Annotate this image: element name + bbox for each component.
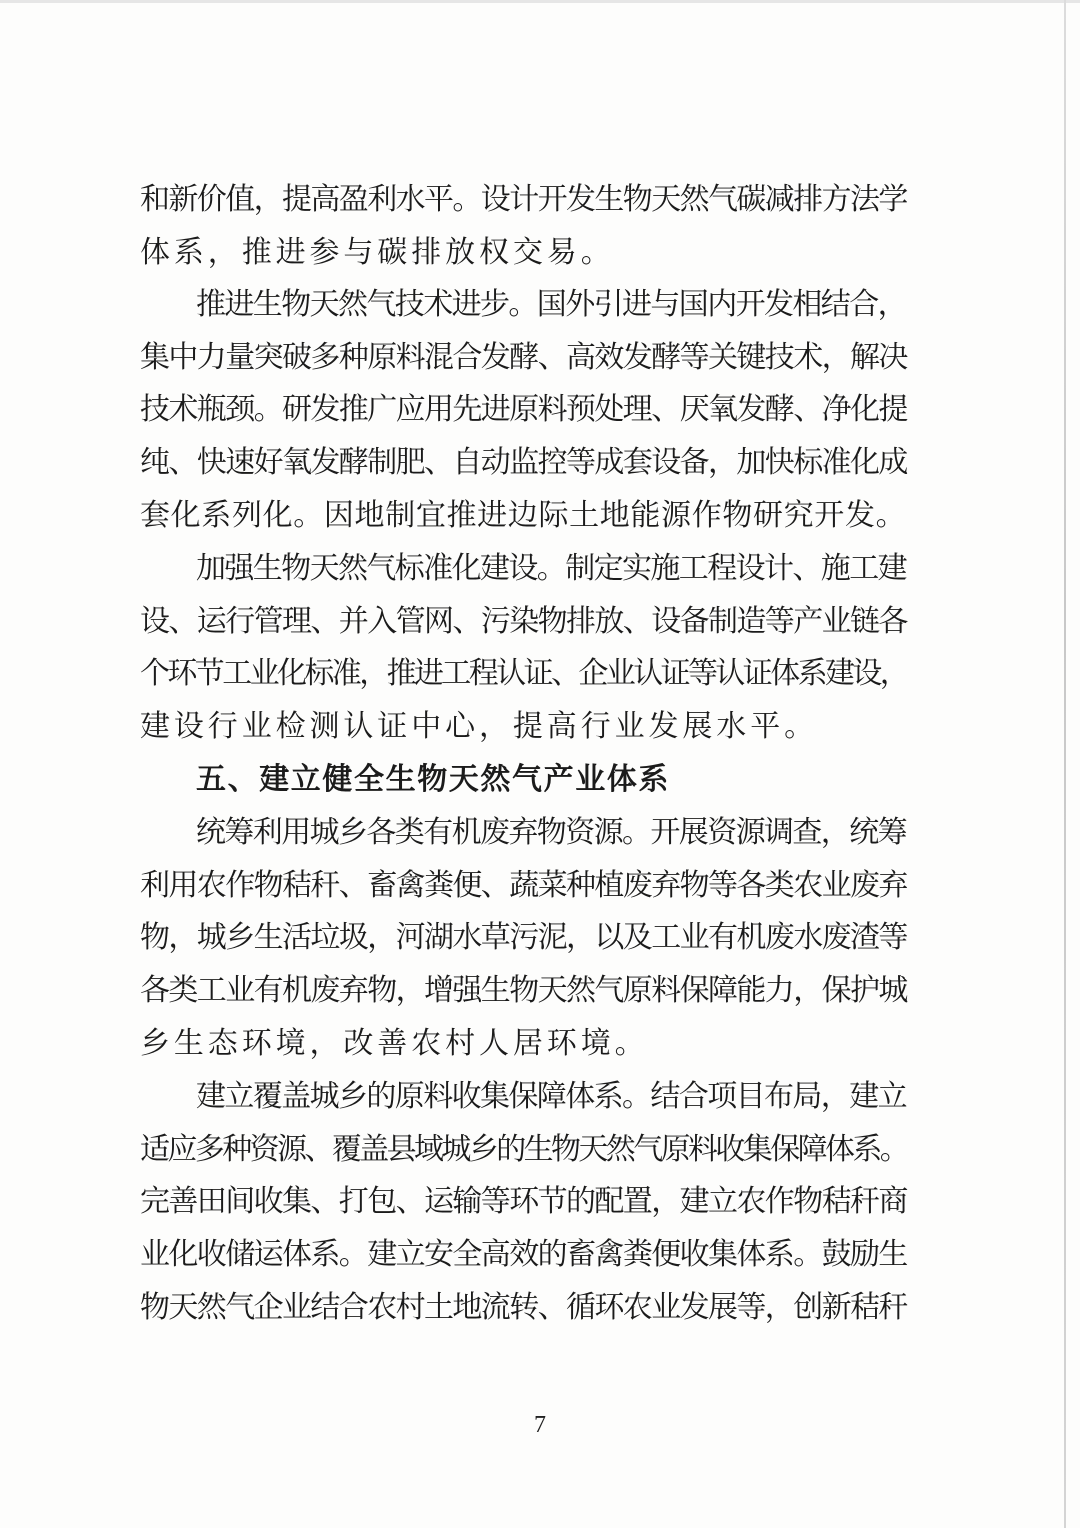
text-line: 适应多种资源、覆盖县域城乡的生物天然气原料收集保障体系。 [140,1132,908,1167]
paragraph-lead-line: 统筹利用城乡各类有机废弃物资源。开展资源调查，统筹 [196,815,906,850]
page-number: 7 [534,1412,546,1438]
paragraph-lead-line: 加强生物天然气标准化建设。制定实施工程设计、施工建 [196,551,906,586]
text-line: 个环节工业化标准，推进工程认证、企业认证等认证体系建设， [140,656,908,691]
text-line: 各类工业有机废弃物，增强生物天然气原料保障能力，保护城 [140,973,907,1008]
text-line: 技术瓶颈。研发推广应用先进原料预处理、厌氧发酵、净化提 [140,392,907,427]
text-line: 套化系列化。因地制宜推进边际土地能源作物研究开发。 [140,498,907,533]
text-line: 集中力量突破多种原料混合发酵、高效发酵等关键技术，解决 [140,340,907,375]
page-right-edge [1064,0,1066,1528]
section-heading: 五、建立健全生物天然气产业体系 [196,762,670,797]
text-line: 纯、快速好氧发酵制肥、自动监控等成套设备，加快标准化成 [140,445,907,480]
page-top-edge [0,0,1080,3]
text-line: 和新价值，提高盈利水平。设计开发生物天然气碳减排方法学 [140,182,907,217]
text-line: 体系，推进参与碳排放权交易。 [140,235,615,270]
paragraph-lead-line: 推进生物天然气技术进步。国外引进与国内开发相结合， [196,287,906,322]
text-line: 业化收储运体系。建立安全高效的畜禽粪便收集体系。鼓励生 [140,1237,907,1272]
text-line: 物天然气企业结合农村土地流转、循环农业发展等，创新秸秆 [140,1290,907,1325]
paragraph-lead-line: 建立覆盖城乡的原料收集保障体系。结合项目布局，建立 [196,1079,906,1114]
text-line: 建设行业检测认证中心，提高行业发展水平。 [140,709,818,744]
text-line: 完善田间收集、打包、运输等环节的配置，建立农作物秸秆商 [140,1184,907,1219]
text-line: 乡生态环境，改善农村人居环境。 [140,1026,649,1061]
text-line: 物，城乡生活垃圾，河湖水草污泥，以及工业有机废水废渣等 [140,920,907,955]
text-line: 利用农作物秸秆、畜禽粪便、蔬菜种植废弃物等各类农业废弃 [140,868,907,903]
text-line: 设、运行管理、并入管网、污染物排放、设备制造等产业链各 [140,604,907,639]
